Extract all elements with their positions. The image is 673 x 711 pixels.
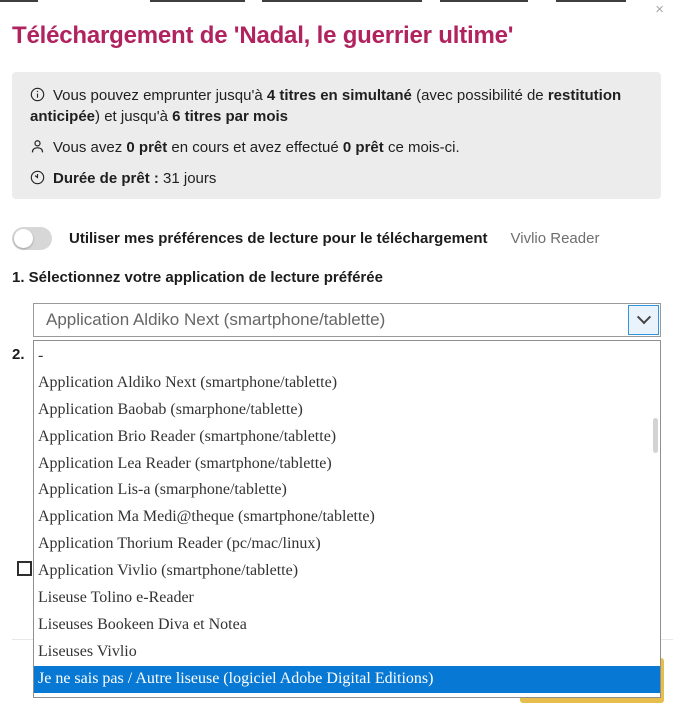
dropdown-option[interactable]: Application Baobab (smarphone/tablette) [38, 400, 303, 418]
toggle-knob [14, 229, 33, 248]
preferences-toggle-label: Utiliser mes préférences de lecture pour le téléchargement [69, 230, 488, 247]
dropdown-option[interactable]: Application Thorium Reader (pc/mac/linux) [38, 535, 321, 553]
loan-duration-line [30, 168, 643, 189]
dropdown-option[interactable]: Application Ma Medi@theque (smartphone/tablette) [38, 508, 375, 526]
step2-label-partial: 2. [12, 346, 25, 363]
reader-name-label: Vivlio Reader [510, 230, 600, 247]
loan-status-text: Vous avez 0 prêt en cours et avez effectué 0 prêt ce mois-ci. [53, 139, 460, 156]
app-select-value: Application Aldiko Next (smartphone/tablette) [46, 310, 386, 329]
loan-duration-text: Durée de prêt : 31 jours [53, 170, 217, 187]
loan-info-panel [12, 72, 661, 199]
chevron-down-icon[interactable] [628, 305, 659, 335]
step1-label: 1. Sélectionnez votre application de lecture préférée [12, 269, 383, 286]
clock-icon [30, 170, 45, 185]
dropdown-option[interactable]: Application Aldiko Next (smartphone/tablette) [38, 373, 338, 391]
dropdown-option[interactable]: Je ne sais pas / Autre liseuse (logiciel Adobe Digital Editions) [34, 666, 660, 693]
confirmation-checkbox[interactable] [17, 561, 32, 576]
app-dropdown-list [33, 340, 661, 698]
close-icon[interactable]: × [655, 1, 664, 18]
loan-rules-text: Vous pouvez emprunter jusqu'à 4 titres en simultané (avec possibilité de restitution anticipée) et jusqu'à 6 titres par mois [30, 87, 622, 125]
person-icon [30, 139, 45, 154]
dropdown-option[interactable]: Application Lis-a (smarphone/tablette) [38, 481, 287, 499]
background-page-edge [0, 0, 673, 3]
preferences-toggle[interactable] [12, 227, 52, 250]
loan-rules-line [30, 85, 643, 127]
dropdown-option[interactable]: Liseuse Tolino e-Reader [38, 589, 194, 607]
dropdown-option[interactable]: Application Vivlio (smartphone/tablette) [38, 562, 299, 580]
dropdown-option[interactable]: Application Brio Reader (smartphone/tablette) [38, 427, 337, 445]
dropdown-option[interactable]: Liseuses Vivlio [38, 642, 137, 660]
reading-preferences-row [12, 227, 599, 250]
dropdown-scrollbar[interactable] [653, 418, 658, 453]
app-select[interactable] [33, 303, 661, 337]
loan-status-line [30, 137, 643, 158]
dropdown-option[interactable]: - [38, 347, 44, 364]
info-circle-icon [30, 87, 45, 102]
dropdown-option[interactable]: Liseuses Bookeen Diva et Notea [38, 615, 247, 633]
dialog-title: Téléchargement de 'Nadal, le guerrier ultime' [12, 22, 514, 50]
dropdown-option[interactable]: Application Lea Reader (smartphone/tablette) [38, 454, 332, 472]
